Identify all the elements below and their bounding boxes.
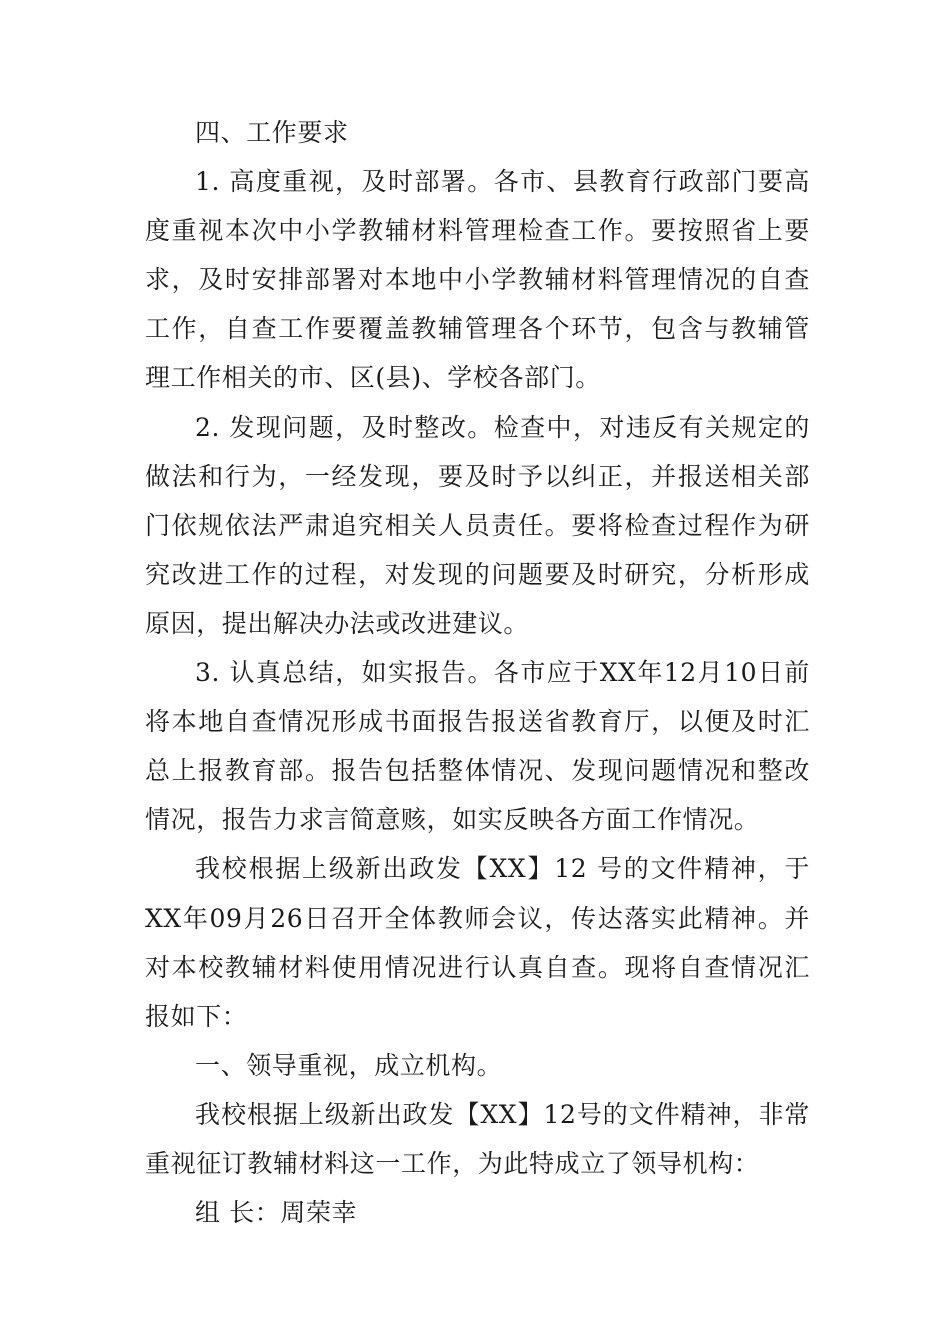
section-heading-leadership: 一、领导重视，成立机构。 (195, 1050, 503, 1080)
document-body (145, 108, 810, 1237)
section-heading-requirements: 四、工作要求 (195, 118, 349, 147)
leadership-paragraph: 我校根据上级新出政发【XX】12号的文件精神，非常重视征订教辅材料这一工作，为此特成立了领导机构： (145, 1099, 810, 1178)
requirement-item-2: 2. 发现问题，及时整改。检查中，对违反有关规定的做法和行为，一经发现，要及时予以纠正，并报送相关部门依规依法严肃追究相关人员责任。要将检查过程作为研究改进工作的过程，对发现的问题要及时研究，分析形成原因，提出解决办法或改进建议。 (145, 412, 810, 638)
requirement-item-1: 1. 高度重视，及时部署。各市、县教育行政部门要高度重视本次中小学教辅材料管理检查工作。要按照省上要求，及时安排部署对本地中小学教辅材料管理情况的自查工作，自查工作要覆盖教辅管理各个环节，包含与教辅管理工作相关的市、区(县)、学校各部门。 (145, 167, 810, 393)
requirement-item-3: 3. 认真总结，如实报告。各市应于XX年12月10日前将本地自查情况形成书面报告报送省教育厅，以便及时汇总上报教育部。报告包括整体情况、发现问题情况和整改情况，报告力求言简意赅，如实反映各方面工作情况。 (145, 658, 810, 835)
self-check-intro: 我校根据上级新出政发【XX】12 号的文件精神，于 XX年09月26日召开全体教师会议，传达落实此精神。并对本校教辅材料使用情况进行认真自查。现将自查情况汇报如下： (145, 854, 810, 1031)
leader-line: 组 长：周荣幸 (195, 1198, 358, 1228)
